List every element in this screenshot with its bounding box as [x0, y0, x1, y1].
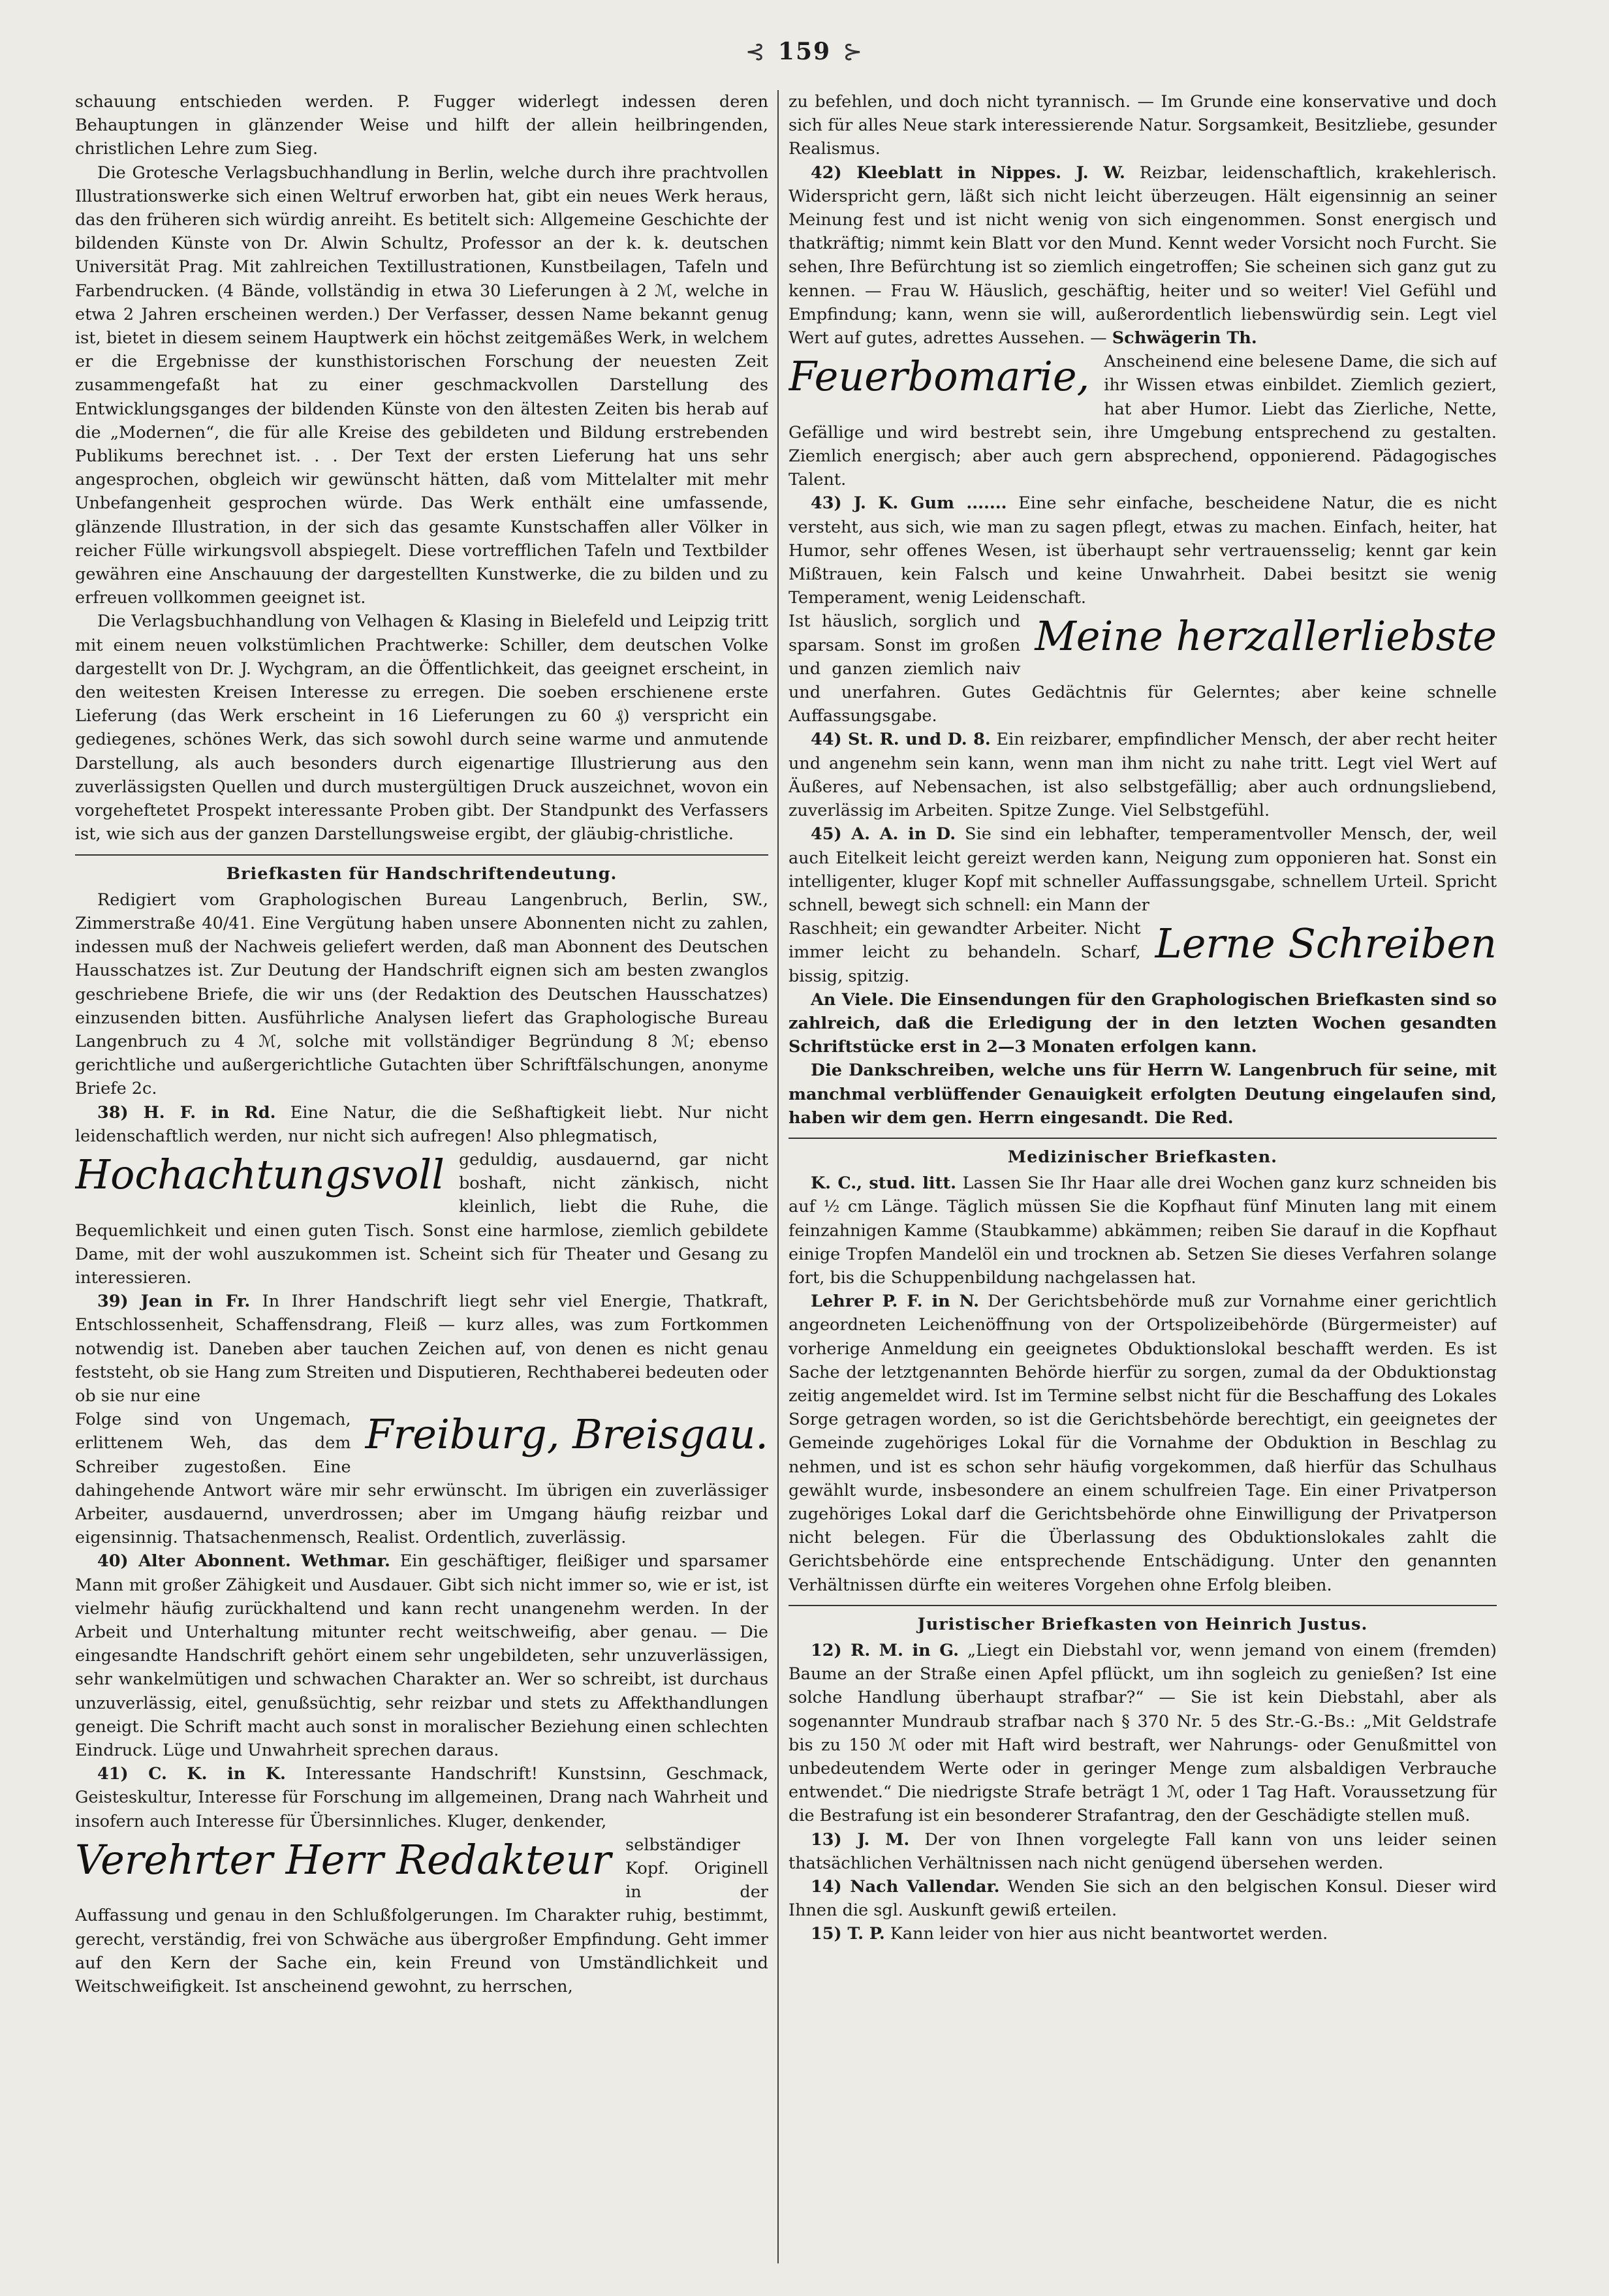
divider — [789, 1138, 1497, 1139]
entry-text: Wenden Sie sich an den belgischen Konsul. Dieser wird Ihnen die sgl. Auskunft gewiß erteilen. — [789, 1877, 1497, 1921]
entry-head: Lehrer P. F. in N. — [811, 1292, 980, 1312]
entry — [789, 1639, 1497, 1828]
entry-text: geduldig, ausdauernd, gar nicht boshaft, nicht zänkisch, nicht kleinlich, liebt die Ruhe, die Bequemlichkeit und einen guten Tisch. Sonst eine harmlose, ziemlich gebildete Dame, mit der wohl auszukommen ist. Scheint sich für Theater und Gesang zu interessieren. — [75, 1149, 768, 1288]
entry — [789, 1922, 1497, 1946]
handwriting-sample: Meine herzallerliebste — [1035, 612, 1497, 660]
paragraph: Die Verlagsbuchhandlung von Velhagen & Klasing in Bielefeld und Leipzig tritt mit einem neuen volkstümlichen Prachtwerke: Schiller, dem deutschen Volke dargestellt von Dr. J. Wychgram, an die Öffentlichkeit, das geeignet erscheint, in den weitesten Kreisen Interesse zu erregen. Die soeben erschienene erste Lieferung (das Werk erscheint in 16 Lieferungen zu 60 ₰) verspricht ein gediegenes, schönes Werk, das sich sowohl durch seine warme und anmutende Darstellung, als auch besonders durch eigenartige Illustrierung aus den zuverlässigsten Quellen und durch mustergültigen Druck auszeichnet, wovon ein vorgeheftetet Prospekt interessante Proben gibt. Der Standpunkt des Verfassers ist, wie sich aus der ganzen Darstellungsweise ergibt, der gläubig-christliche. — [75, 612, 768, 845]
entry-text: Der von Ihnen vorgelegte Fall kann von uns leider seinen thatsächlichen Verhältnissen nach nicht genügend übersehen werden. — [789, 1829, 1497, 1873]
entry-text: In Ihrer Handschrift liegt sehr viel Energie, Thatkraft, Entschlossenheit, Schaffensdrang, Fleiß — kurz alles, was zum Fortkommen notwendig ist. Daneben aber tauchen Zeichen auf, von denen es nicht genau feststeht, ob sie Hang zum Streiten und Disputieren, Rechthaberei bedeuten oder ob sie nur eine — [75, 1292, 768, 1406]
entry-text: Kann leider von hier aus nicht beantwortet werden. — [890, 1924, 1328, 1944]
section-heading: Juristischer Briefkasten von Heinrich Justus. — [917, 1614, 1368, 1634]
entry-head: 13) J. M. — [811, 1829, 910, 1850]
entry-text: Anscheinend eine belesene Dame, die sich auf ihr Wissen etwas einbildet. Ziemlich geziert, hat aber Humor. Liebt das Zierliche, Nette, Gefällige und wird bestrebt sein, ihre Umgebung entsprechend zu gestalten. Ziemlich energisch; aber auch gern absprechend, opponierend. Pädagogisches Talent. — [789, 352, 1497, 490]
entry-text: „Liegt ein Diebstahl vor, wenn jemand von einem (fremden) Baume an der Straße einen Apfel pflückt, um ihn sogleich zu genießen? Ist eine solche Handlung überhaupt strafbar?“ — Sie ist kein Diebstahl, aber als sogenannter Mundraub strafbar nach § 370 Nr. 5 des Str.-G.-Bs.: „Mit Geldstrafe bis zu 150 ℳ oder mit Haft wird bestraft, wer Nahrungs- oder Genußmittel von unbedeutendem Werte oder in geringer Menge zum alsbaldigen Verbrauche entwendet.“ Die niedrigste Strafe beträgt 1 ℳ, oder 1 Tag Haft. Voraussetzung für die Bestrafung ist ein besonderer Strafantrag, den der Geschädigte stellen muß. — [789, 1641, 1497, 1826]
entry-head: 44) St. R. und D. 8. — [811, 730, 991, 750]
entry-text: Folge sind von Ungemach, erlittenem Weh, das dem Schreiber zugestoßen. Eine dahingehende Antwort wäre mir sehr erwünscht. Im übrigen ein zuverlässiger Arbeiter, ausdauernd, unverdrossen; aber im Umgang häufig reizbar und eigensinnig. Thatsachenmensch, Realist. Ordentlich, zuverlässig. — [75, 1410, 768, 1548]
entry — [75, 1101, 768, 1148]
paragraph: schauung entschieden werden. P. Fugger widerlegt indessen deren Behauptungen in glänzender Weise und hilft der allein heilbringenden, christlichen Lehre zum Sieg. — [75, 92, 768, 159]
section-heading: Briefkasten für Handschriftendeutung. — [226, 863, 617, 884]
entry-head: 12) R. M. in G. — [811, 1641, 960, 1660]
entry-head: 15) T. P. — [811, 1924, 885, 1944]
divider — [789, 1605, 1497, 1606]
ornament-left-icon: ⊰ — [745, 39, 766, 65]
entry — [789, 728, 1497, 822]
entry-text: Raschheit; ein gewandter Arbeiter. Nicht immer leicht zu behandeln. Scharf, bissig, spitzig. — [789, 919, 1141, 986]
entry-head: Schwägerin Th. — [1112, 328, 1257, 349]
entry-text: Eine sehr einfache, bescheidene Natur, die es nicht versteht, aus sich, wie man zu sagen pflegt, etwas zu machen. Einfach, heiter, hat Humor, sehr offenes Wesen, ist überhaupt sehr vertrauensselig; kennt gar kein Mißtrauen, kein Falsch und keine Unwahrheit. Dabei besitzt sie wenig Temperament, wenig Leidenschaft. — [789, 493, 1497, 608]
entry-head: 40) Alter Abonnent. Wethmar. — [97, 1551, 390, 1572]
entry-text: Ein reizbarer, empfindlicher Mensch, der aber recht heiter und angenehm sein kann, wenn man ihm nicht zu nahe tritt. Legt viel Wert auf Äußeres, auf Nebensachen, ist also selbstgefällig; aber auch ordnungsliebend, zuverlässig im Arbeiten. Spitze Zunge. Viel Selbstgefühl. — [789, 730, 1497, 821]
page-header — [0, 38, 1609, 77]
entry — [789, 491, 1497, 610]
entry-text: Ist häuslich, sorglich und sparsam. Sonst im großen und ganzen ziemlich naiv und unerfahren. Gutes Gedächtnis für Gelerntes; aber keine schnelle Auffassungsgabe. — [789, 612, 1497, 726]
handwriting-sample: Lerne Schreiben — [1155, 920, 1497, 968]
left-column — [75, 90, 768, 2263]
entry-text: Der Gerichtsbehörde muß zur Vornahme einer gerichtlich angeordneten Leichenöffnung von der Ortspolizeibehörde (Bürgermeister) auf vorherige Anmeldung ein geeignetes Obduktionslokal beschafft werden. Es ist Sache der letztgenannten Behörde hierfür zu sorgen, zumal da der Obduktionstag zeitig angemeldet wird. Ist im Termine selbst nicht für die Beschaffung des Lokales Sorge getragen worden, so ist die Gerichtsbehörde berechtigt, ein geeignetes der Gemeinde zugehöriges Lokal für die Vornahme der Obduktion in Beschlag zu nehmen, und ist es schon sehr häufig vorgekommen, daß hierfür das Schulhaus gewählt wurde, insbesondere an einem schulfreien Tage. Ein einer Privatperson zugehöriges Lokal darf die Gerichtsbehörde ohne Einwilligung der Privatperson nicht belegen. Für die Überlassung des Obduktionslokales zahlt die Gerichtsbehörde eine entsprechende Entschädigung. Unter den genannten Verhältnissen dürfte ein weiteres Vorgehen ohne Erfolg bleiben. — [789, 1292, 1497, 1595]
entry — [789, 1171, 1497, 1290]
entry — [75, 1290, 768, 1408]
handwriting-sample: Verehrter Herr Redakteur — [75, 1835, 612, 1884]
entry-head: K. C., stud. litt. — [811, 1173, 956, 1194]
entry-text: Ein geschäftiger, fleißiger und sparsamer Mann mit großer Zähigkeit und Ausdauer. Gibt sich nicht immer so, wie er ist, ist vielmehr häufig zurückhaltend und kann recht unangenehm werden. In der Arbeit und Unterhaltung mitunter recht weitschweifig, aber genau. — Die eingesandte Handschrift gehört einem sehr ungebildeten, sehr unzuverlässigen, sehr wankelmütigen und schwachen Charakter an. Wer so schreibt, ist durchaus unzuverlässig, eitel, genußsüchtig, sehr reizbar und stets zu Affekthandlungen geneigt. Die Schrift macht auch sonst in moralischer Beziehung einen schlechten Eindruck. Lüge und Unwahrheit sprechen daraus. — [75, 1551, 768, 1761]
page-number: 159 — [777, 38, 832, 65]
entry — [789, 1290, 1497, 1597]
entry — [789, 1828, 1497, 1875]
entry-head: 45) A. A. in D. — [811, 824, 956, 845]
divider — [75, 854, 768, 856]
ornament-right-icon: ⊱ — [843, 39, 864, 65]
entry-text: Reizbar, leidenschaftlich, krakehlerisch. Widerspricht gern, läßt sich nicht leicht überzeugen. Hält eigensinnig an seiner Meinung fest und ist nicht wenig von sich eingenommen. Sonst energisch und thatkräftig; nimmt kein Blatt vor den Mund. Kennt weder Vorsicht noch Furcht. Sie sehen, Ihre Befürchtung ist so ziemlich eingetroffen; Sie scheinen sich ganz gut zu kennen. — Frau W. Häuslich, geschäftig, heiter und so weiter! Viel Gefühl und Empfindung; kann, wenn sie will, außerordentlich liebenswürdig sein. Legt viel Wert auf gutes, adrettes Aussehen. — — [789, 163, 1497, 349]
handwriting-sample: Feuerbomarie, — [789, 352, 1090, 401]
entry-text: Eine Natur, die die Seßhaftigkeit liebt. Nur nicht leidenschaftlich werden, nur nicht sich aufregen! Also phlegmatisch, — [75, 1102, 768, 1146]
entry — [789, 1875, 1497, 1922]
entry-head: 43) J. K. Gum ....... — [811, 493, 1007, 514]
notice: Die Dankschreiben, welche uns für Herrn W. Langenbruch für seine, mit manchmal verblüffender Genauigkeit erfolgten Deutung eingelaufen sind, haben wir dem gen. Herrn eingesandt. Die Red. — [789, 1061, 1497, 1128]
handwriting-sample: Freiburg, Breisgau. — [365, 1410, 768, 1459]
entry — [789, 822, 1497, 917]
paragraph: Die Grotesche Verlagsbuchhandlung in Berlin, welche durch ihre prachtvollen Illustrationswerke sich einen Weltruf erworben hat, gibt ein neues Werk heraus, das den früheren sich würdig anreiht. Es betitelt sich: Allgemeine Geschichte der bildenden Künste von Dr. Alwin Schultz, Professor an der k. k. deutschen Universität Prag. Mit zahlreichen Textillustrationen, Kunstbeilagen, Tafeln und Farbendrucken. (4 Bände, vollständig in etwa 30 Lieferungen à 2 ℳ, welche in etwa 2 Jahren erscheinen werden.) Der Verfasser, dessen Name bekannt genug ist, bietet in diesem seinem Hauptwerk ein höchst zeitgemäßes Werk, in welchem er die Ergebnisse der kunsthistorischen Forschung der neuesten Zeit zusammengefaßt hat zu einer geschmackvollen Darstellung des Entwicklungsganges der bildenden Künste von den ältesten Zeiten bis herab auf die „Modernen“, die für alle Kreise des gebildeten und Bildung erstrebenden Publikums berechnet ist. . . Der Text der ersten Lieferung hat uns sehr angesprochen, obgleich wir gewünscht hätten, daß vom Mittelalter mit mehr Unbefangenheit gesprochen würde. Das Werk enthält eine umfassende, glänzende Illustration, in der sich das gesamte Kunstschaffen aller Völker in reicher Fülle wirkungsvoll abspiegelt. Diese vortrefflichen Tafeln und Textbilder gewähren eine Anschauung der dargestellten Kunstwerke, die zu bilden und zu erfreuen vollkommen geeignet ist. — [75, 163, 768, 608]
section-heading: Medizinischer Briefkasten. — [1007, 1147, 1278, 1167]
entry-head: 41) C. K. in K. — [97, 1764, 286, 1784]
entry-text: selbständiger Kopf. Originell in der Auffassung und genau in den Schlußfolgerungen. Im Charakter ruhig, bestimmt, gerecht, verständig, frei von Schwäche aus übergroßer Empfindung. Geht immer auf den Kern der Sache ein, kein Freund von Umständlichkeit und Weitschweifigkeit. Ist anscheinend gewohnt, zu herrschen, — [75, 1835, 768, 1997]
paragraph: Redigiert vom Graphologischen Bureau Langenbruch, Berlin, SW., Zimmerstraße 40/41. Eine Vergütung haben unsere Abonnenten nicht zu zahlen, indessen muß der Nachweis geliefert werden, daß man Abonnent des Deutschen Hausschatzes ist. Zur Deutung der Handschrift eignen sich am besten zwanglos geschriebene Briefe, die wir uns (der Redaktion des Deutschen Hausschatzes) einzusenden bitten. Ausführliche Analysen liefert das Graphologische Bureau Langenbruch zu 4 ℳ, solche mit vollständiger Begründung 8 ℳ; ebenso gerichtliche und außergerichtliche Gutachten über Schriftfälschungen, anonyme Briefe 2c. — [75, 890, 768, 1099]
paragraph: zu befehlen, und doch nicht tyrannisch. — Im Grunde eine konservative und doch sich für alles Neue stark interessierende Natur. Sorgsamkeit, Besitzliebe, gesunder Realismus. — [789, 92, 1497, 159]
entry-text: Lassen Sie Ihr Haar alle drei Wochen ganz kurz schneiden bis auf ½ cm Länge. Täglich müssen Sie die Kopfhaut fünf Minuten lang mit einem feinzahnigen Kamme (Staubkamme) abkämmen; reiben Sie darauf in die Kopfhaut einige Tropfen Mandelöl ein und trocknen ab. Setzen Sie dieses Verfahren solange fort, bis die Schuppenbildung nachgelassen hat. — [789, 1173, 1497, 1288]
entry-head: 42) Kleeblatt in Nippes. J. W. — [811, 163, 1125, 183]
entry-head: 14) Nach Vallendar. — [811, 1877, 1000, 1897]
column-divider — [777, 90, 779, 2263]
entry — [789, 161, 1497, 350]
notice: An Viele. Die Einsendungen für den Graphologischen Briefkasten sind so zahlreich, daß die Erledigung der in den letzten Wochen gesandten Schriftstücke erst in 2—3 Monaten erfolgen kann. — [789, 989, 1497, 1057]
entry-head: 38) H. F. in Rd. — [97, 1102, 276, 1123]
entry-head: 39) Jean in Fr. — [97, 1292, 251, 1312]
right-column — [789, 90, 1497, 2263]
entry — [75, 1549, 768, 1762]
entry — [75, 1762, 768, 1833]
entry-text: Sie sind ein lebhafter, temperamentvoller Mensch, der, weil auch Eitelkeit leicht gereizt werden kann, Neigung zum opponieren hat. Sonst ein intelligenter, kluger Kopf mit schneller Auffassungsgabe, schnellem Urteil. Spricht schnell, bewegt sich schnell: ein Mann der — [789, 824, 1497, 915]
handwriting-sample: Hochachtungsvoll — [75, 1150, 445, 1198]
entry-text: Interessante Handschrift! Kunstsinn, Geschmack, Geisteskultur, Interesse für Forschung im allgemeinen, Drang nach Wahrheit und insofern auch Interesse für Übersinnliches. Kluger, denkender, — [75, 1764, 768, 1831]
